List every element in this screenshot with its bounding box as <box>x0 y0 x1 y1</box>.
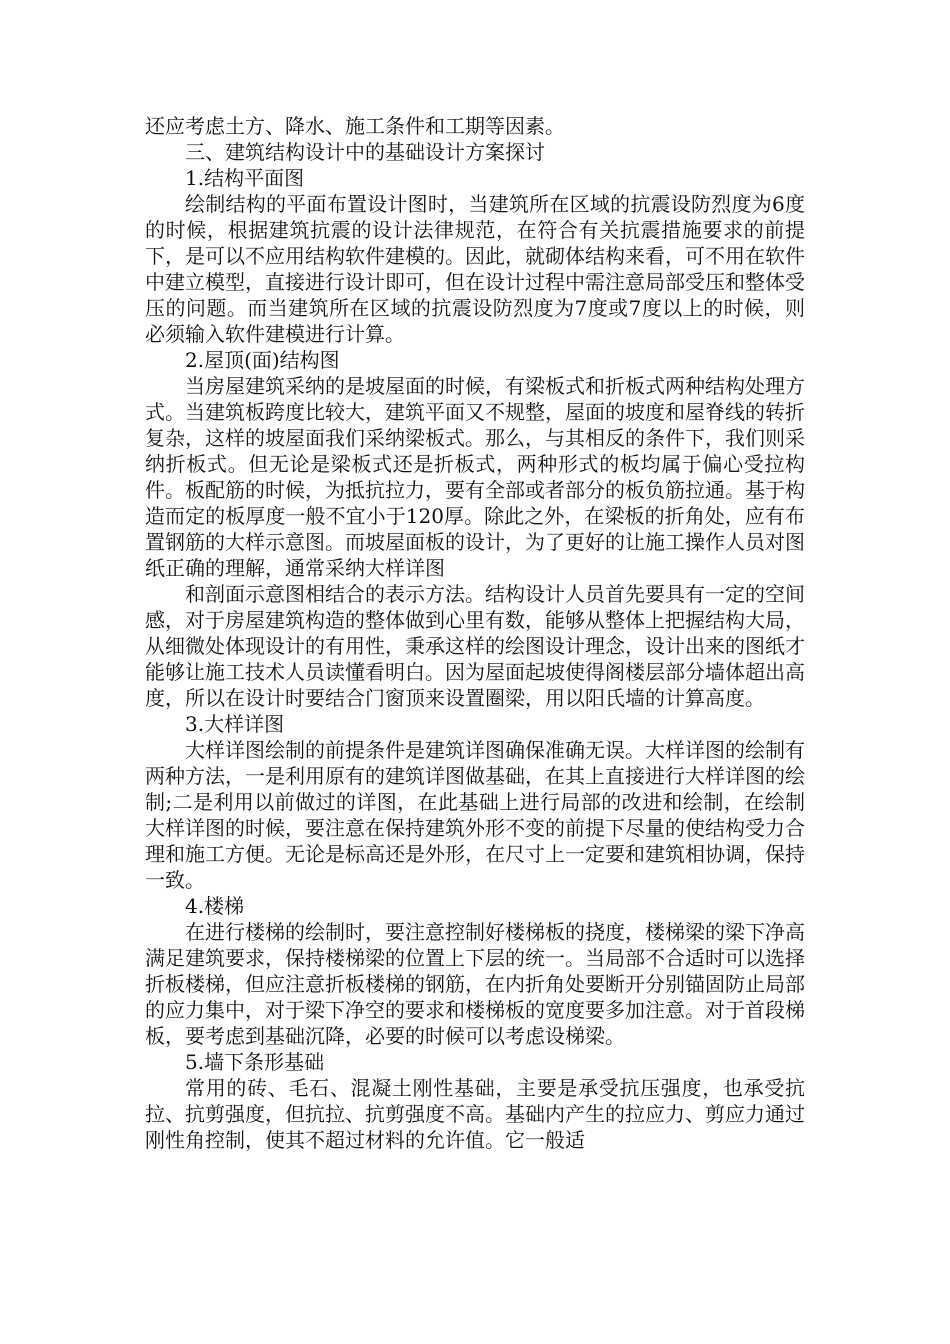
paragraph-roof-structure: 当房屋建筑采纳的是坡屋面的时候，有梁板式和折板式两种结构处理方式。当建筑板跨度比较大，建筑平面又不规整，屋面的坡度和屋脊线的转折复杂，这样的坡屋面我们采纳梁板式。那么，与其相反的条件下，我们则采纳折板式。但无论是梁板式还是折板式，两种形式的板均属于偏心受拉构件。板配筋的时候，为抵抗拉力，要有全部或者部分的板负筋拉通。基于构造而定的板厚度一般不宜小于120厚。除此之外，在梁板的折角处，应有布置钢筋的大样示意图。而坡屋面板的设计，为了更好的让施工操作人员对图纸正确的理解，通常采纳大样详图 <box>145 374 805 580</box>
paragraph-structure-plan: 绘制结构的平面布置设计图时，当建筑所在区域的抗震设防烈度为6度的时候，根据建筑抗震的设计法律规范，在符合有关抗震措施要求的前提下，是可以不应用结构软件建模的。因此，就砌体结构来看，可不用在软件中建立模型，直接进行设计即可，但在设计过程中需注意局部受压和整体受压的问题。而当建筑所在区域的抗震设防烈度为7度或7度以上的时候，则必须输入软件建模进行计算。 <box>145 192 805 346</box>
subheading-roof-structure: 2.屋顶(面)结构图 <box>185 348 340 372</box>
paragraph-stairs: 在进行楼梯的绘制时，要注意控制好楼梯板的挠度，楼梯梁的梁下净高满足建筑要求，保持楼梯梁的位置上下层的统一。当局部不合适时可以选择折板楼梯，但应注意折板楼梯的钢筋，在内折角处要断开分别锚固防止局部的应力集中，对于梁下净空的要求和楼梯板的宽度要多加注意。对于首段梯板，要考虑到基础沉降，必要的时候可以考虑设梯梁。 <box>145 920 805 1048</box>
paragraph-detail-drawing: 大样详图绘制的前提条件是建筑详图确保准确无误。大样详图的绘制有两种方法，一是利用原有的建筑详图做基础，在其上直接进行大样详图的绘制;二是利用以前做过的详图，在此基础上进行局部的改进和绘制，在绘制大样详图的时候，要注意在保持建筑外形不变的前提下尽量的使结构受力合理和施工方便。无论是标高还是外形，在尺寸上一定要和建筑相协调，保持一致。 <box>145 738 805 892</box>
subheading-stairs: 4.楼梯 <box>185 894 245 918</box>
subheading-structure-plan: 1.结构平面图 <box>185 166 305 190</box>
paragraph-roof-structure-continued: 和剖面示意图相结合的表示方法。结构设计人员首先要具有一定的空间感，对于房屋建筑构造的整体做到心里有数，能够从整体上把握结构大局，从细微处体现设计的有用性，秉承这样的绘图设计理念，设计出来的图纸才能够让施工技术人员读懂看明白。因为屋面起坡使得阁楼层部分墙体超出高度，所以在设计时要结合门窗顶来设置圈梁，用以阳氏墙的计算高度。 <box>145 582 805 710</box>
document-body <box>145 113 805 1153</box>
paragraph-strip-foundation: 常用的砖、毛石、混凝土刚性基础，主要是承受抗压强度，也承受抗拉、抗剪强度，但抗拉、抗剪强度不高。基础内产生的拉应力、剪应力通过刚性角控制，使其不超过材料的允许值。它一般适 <box>145 1076 805 1152</box>
section-heading: 三、建筑结构设计中的基础设计方案探讨 <box>185 140 545 164</box>
subheading-strip-foundation: 5.墙下条形基础 <box>185 1050 325 1074</box>
paragraph-continuation: 还应考虑土方、降水、施工条件和工期等因素。 <box>145 114 565 138</box>
subheading-detail-drawing: 3.大样详图 <box>185 712 285 736</box>
